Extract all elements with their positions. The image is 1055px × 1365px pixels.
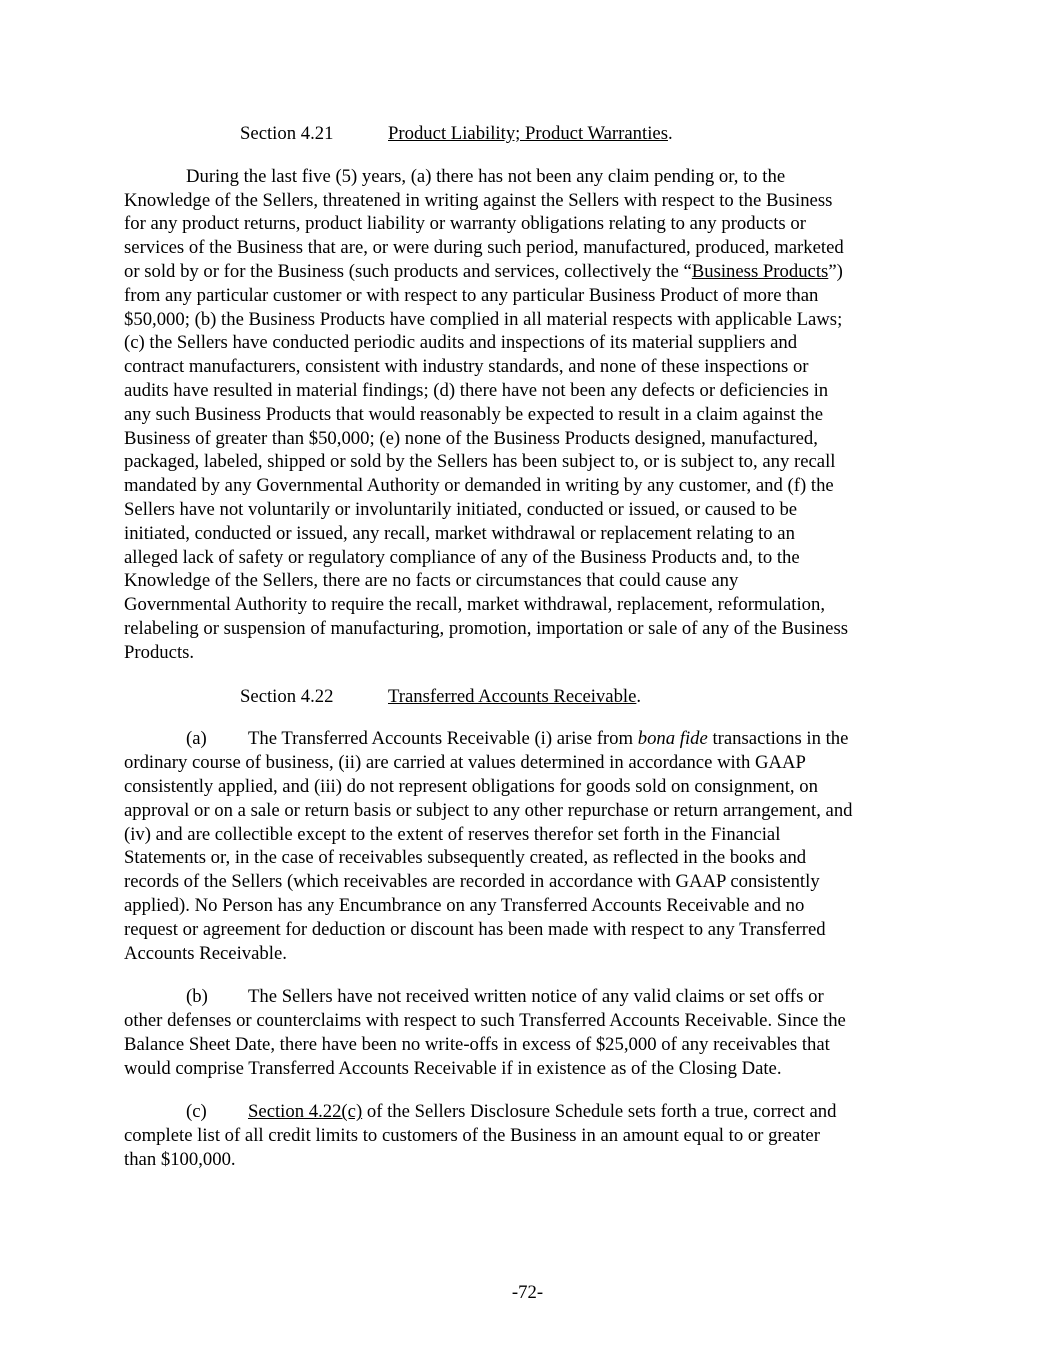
section-4-21-paragraph	[124, 165, 934, 665]
text-line: services of the Business that are, or were during such period, manufactured, produced, marketed	[124, 237, 844, 259]
text-line: During the last five (5) years, (a) there has not been any claim pending or, to the	[186, 165, 786, 187]
text-line: records of the Sellers (which receivables are recorded in accordance with GAAP consistently	[124, 871, 820, 893]
text-line: other defenses or counterclaims with respect to such Transferred Accounts Receivable. Since the	[124, 1010, 846, 1032]
section-number: Section 4.21	[240, 123, 334, 144]
text-line: Products.	[124, 641, 195, 663]
text-fragment: of the Sellers Disclosure Schedule sets forth a true, correct and	[362, 1101, 837, 1123]
text-line: Knowledge of the Sellers, there are no facts or circumstances that could cause any	[124, 570, 739, 592]
subsection-b-paragraph	[124, 985, 934, 1080]
text-line: audits have resulted in material findings; (d) there have not been any defects or deficiencies in	[124, 379, 829, 401]
text-line: approval or on a sale or return basis or subject to any other repurchase or return arrangement, and	[124, 799, 853, 821]
text-line: contract manufacturers, consistent with industry standards, and none of these inspections or	[124, 356, 809, 378]
text-line	[124, 1100, 934, 1124]
text-line: Business of greater than $50,000; (e) none of the Business Products designed, manufactured,	[124, 427, 818, 449]
subsection-label: (b)	[186, 986, 208, 1008]
text-fragment: transactions in the	[707, 728, 849, 750]
text-line: Knowledge of the Sellers, threatened in writing against the Sellers with respect to the Business	[124, 189, 833, 211]
text-line	[124, 727, 934, 751]
subsection-a-paragraph	[124, 727, 934, 965]
text-line: packaged, labeled, shipped or sold by the Sellers has been subject to, or is subject to, any recall	[124, 451, 836, 473]
section-title-punct: .	[636, 685, 642, 707]
text-line: relabeling or suspension of manufacturing, promotion, importation or sale of any of the Business	[124, 617, 848, 639]
section-4-21-heading	[124, 122, 934, 146]
document-page	[124, 122, 934, 1192]
text-line: consistently applied, and (iii) do not represent obligations for goods sold on consignment, on	[124, 775, 818, 797]
defined-term-business-products: Business Products	[691, 260, 829, 282]
italic-term-bona-fide: bona fide	[637, 728, 708, 750]
text-line: complete list of all credit limits to customers of the Business in an amount equal to or greater	[124, 1125, 820, 1147]
text-line: request or agreement for deduction or discount has been made with respect to any Transferred	[124, 918, 826, 940]
section-number: Section 4.22	[240, 685, 334, 707]
text-line: applied). No Person has any Encumbrance on any Transferred Accounts Receivable and no	[124, 894, 805, 916]
subsection-c-paragraph	[124, 1100, 934, 1171]
text-line: $50,000; (b) the Business Products have complied in all material respects with applicable Laws;	[124, 308, 843, 330]
section-title: Product Liability; Product Warranties	[388, 123, 668, 144]
text-line: than $100,000.	[124, 1149, 236, 1171]
subsection-label: (c)	[186, 1101, 207, 1123]
text-line: from any particular customer or with respect to any particular Business Product of more than	[124, 284, 819, 306]
section-4-22-heading	[124, 685, 934, 709]
text-line: Sellers have not voluntarily or involuntarily initiated, conducted or issued, or caused to be	[124, 498, 798, 520]
page-number: -72-	[511, 1282, 544, 1303]
text-line: Balance Sheet Date, there have been no write-offs in excess of $25,000 of any receivables that	[124, 1033, 830, 1055]
text-fragment: The Transferred Accounts Receivable (i) arise from	[248, 728, 638, 750]
text-fragment: ”)	[828, 260, 843, 282]
text-line: for any product returns, product liability or warranty obligations relating to any products or	[124, 213, 806, 235]
text-line	[124, 985, 934, 1009]
text-line: Accounts Receivable.	[124, 942, 287, 964]
text-line: would comprise Transferred Accounts Receivable if in existence as of the Closing Date.	[124, 1057, 782, 1079]
text-line: mandated by any Governmental Authority or demanded in writing by any customer, and (f) the	[124, 475, 834, 497]
text-line: alleged lack of safety or regulatory compliance of any of the Business Products and, to the	[124, 546, 800, 568]
subsection-label: (a)	[186, 728, 207, 750]
text-line: Statements or, in the case of receivables subsequently created, as reflected in the books and	[124, 847, 807, 869]
text-line: (iv) and are collectible except to the extent of reserves therefor set forth in the Financial	[124, 823, 781, 845]
section-title: Transferred Accounts Receivable	[388, 685, 637, 707]
text-line: ordinary course of business, (ii) are carried at values determined in accordance with GAAP	[124, 752, 806, 774]
text-line: initiated, conducted or issued, any recall, market withdrawal or replacement relating to an	[124, 522, 795, 544]
text-line: any such Business Products that would reasonably be expected to result in a claim against the	[124, 403, 824, 425]
text-fragment: or sold by or for the Business (such products and services, collectively the “	[124, 260, 692, 282]
text-line: Governmental Authority to require the recall, market withdrawal, replacement, reformulation,	[124, 594, 826, 616]
text-line	[124, 260, 934, 284]
cross-reference-section-4-22c: Section 4.22(c)	[248, 1101, 363, 1123]
text-fragment: The Sellers have not received written notice of any valid claims or set offs or	[248, 986, 824, 1008]
section-title-punct: .	[667, 123, 673, 144]
text-line: (c) the Sellers have conducted periodic audits and inspections of its material suppliers and	[124, 332, 798, 354]
